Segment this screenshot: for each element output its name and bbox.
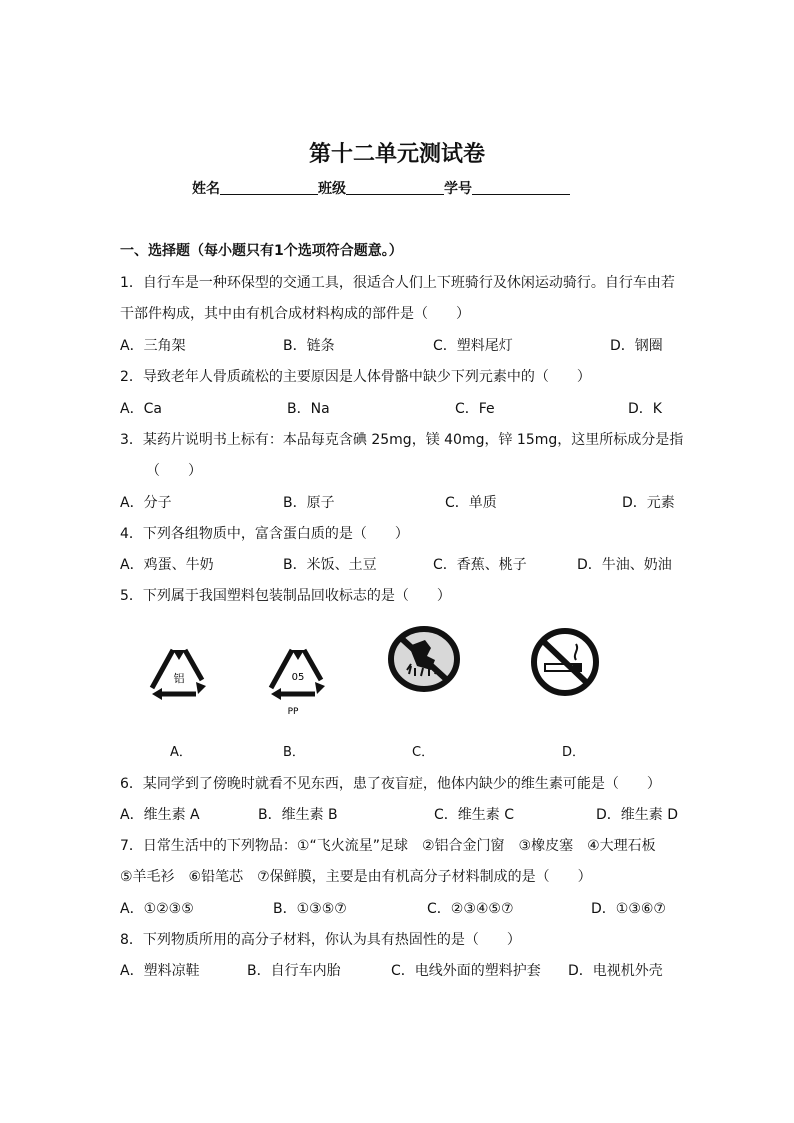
q3-option-c[interactable]: C．单质 — [445, 495, 497, 511]
q1-stem-line1: 1．自行车是一种环保型的交通工具，很适合人们上下班骑行及休闲运动骑行。自行车由若 — [120, 275, 675, 291]
id-blank[interactable] — [472, 180, 570, 195]
q3-stem-line2: （ ） — [146, 463, 202, 479]
q5-stem: 5．下列属于我国塑料包装制品回收标志的是（ ） — [120, 588, 451, 604]
q5-option-c[interactable]: C． — [412, 745, 435, 760]
name-label: 姓名 — [192, 181, 220, 197]
q2-option-b[interactable]: B．Na — [287, 401, 330, 417]
q8-option-d[interactable]: D．电视机外壳 — [568, 963, 663, 979]
q8-option-a[interactable]: A．塑料凉鞋 — [120, 963, 200, 979]
q7-stem-line2: ⑤羊毛衫 ⑥铅笔芯 ⑦保鲜膜，主要是由有机高分子材料制成的是（ ） — [120, 869, 592, 885]
icon-b-number: 05 — [291, 672, 305, 683]
icon-a-label: 铝 — [173, 672, 185, 685]
q3-option-d[interactable]: D．元素 — [622, 495, 675, 511]
q8-option-b[interactable]: B．自行车内胎 — [247, 963, 341, 979]
q7-option-c[interactable]: C．②③④⑤⑦ — [427, 901, 514, 917]
q6-option-d[interactable]: D．维生素 D — [596, 807, 679, 823]
q1-option-a[interactable]: A．三角架 — [120, 338, 186, 354]
q1-stem-line2: 干部件构成，其中由有机合成材料构成的部件是（ ） — [120, 306, 470, 322]
q7-stem-line1: 7．日常生活中的下列物品：①“飞火流星”足球 ②铝合金门窗 ③橡皮塞 ④大理石板 — [120, 838, 656, 854]
q6-stem: 6．某同学到了傍晚时就看不见东西，患了夜盲症，他体内缺少的维生素可能是（ ） — [120, 776, 661, 792]
q2-stem: 2．导致老年人骨质疏松的主要原因是人体骨骼中缺少下列元素中的（ ） — [120, 369, 591, 385]
q4-option-d[interactable]: D．牛油、奶油 — [577, 557, 672, 573]
q3-stem-line1: 3．某药片说明书上标有：本品每克含碘 25mg，镁 40mg，锌 15mg，这里所标成分是指 — [120, 432, 684, 448]
q7-option-b[interactable]: B．①③⑤⑦ — [273, 901, 347, 917]
recycle-pp-icon[interactable] — [265, 642, 331, 716]
q6-option-b[interactable]: B．维生素 B — [258, 807, 338, 823]
no-trampling-grass-icon[interactable] — [387, 626, 461, 692]
q1-option-c[interactable]: C．塑料尾灯 — [433, 338, 513, 354]
q8-stem: 8．下列物质所用的高分子材料，你认为具有热固性的是（ ） — [120, 932, 521, 948]
class-blank[interactable] — [346, 180, 444, 195]
q3-option-a[interactable]: A．分子 — [120, 495, 172, 511]
icon-b-caption: PP — [287, 707, 299, 716]
q5-option-a[interactable]: A． — [170, 745, 192, 760]
id-label: 学号 — [444, 181, 472, 197]
q1-option-b[interactable]: B．链条 — [283, 338, 335, 354]
no-smoking-icon[interactable] — [528, 628, 602, 696]
q2-option-c[interactable]: C．Fe — [455, 401, 495, 417]
section-heading: 一、选择题（每小题只有1个选项符合题意。） — [120, 243, 403, 259]
q4-option-b[interactable]: B．米饭、土豆 — [283, 557, 377, 573]
student-info-line — [192, 178, 570, 198]
q1-option-d[interactable]: D．钢圈 — [610, 338, 663, 354]
q8-option-c[interactable]: C．电线外面的塑料护套 — [391, 963, 541, 979]
q2-option-a[interactable]: A．Ca — [120, 401, 162, 417]
q7-option-d[interactable]: D．①③⑥⑦ — [591, 901, 666, 917]
q6-option-a[interactable]: A．维生素 A — [120, 807, 200, 823]
name-blank[interactable] — [220, 180, 318, 195]
q7-option-a[interactable]: A．①②③⑤ — [120, 901, 194, 917]
q6-option-c[interactable]: C．维生素 C — [434, 807, 515, 823]
q3-option-b[interactable]: B．原子 — [283, 495, 335, 511]
recycle-aluminum-icon[interactable] — [146, 642, 212, 702]
q4-option-c[interactable]: C．香蕉、桃子 — [433, 557, 527, 573]
q5-option-b[interactable]: B． — [283, 745, 305, 760]
q2-option-d[interactable]: D．K — [628, 401, 662, 417]
q5-option-d[interactable]: D． — [562, 745, 586, 760]
q4-option-a[interactable]: A．鸡蛋、牛奶 — [120, 557, 214, 573]
class-label: 班级 — [318, 181, 346, 197]
q4-stem: 4．下列各组物质中，富含蛋白质的是（ ） — [120, 526, 409, 542]
page-title: 第十二单元测试卷 — [308, 141, 485, 167]
